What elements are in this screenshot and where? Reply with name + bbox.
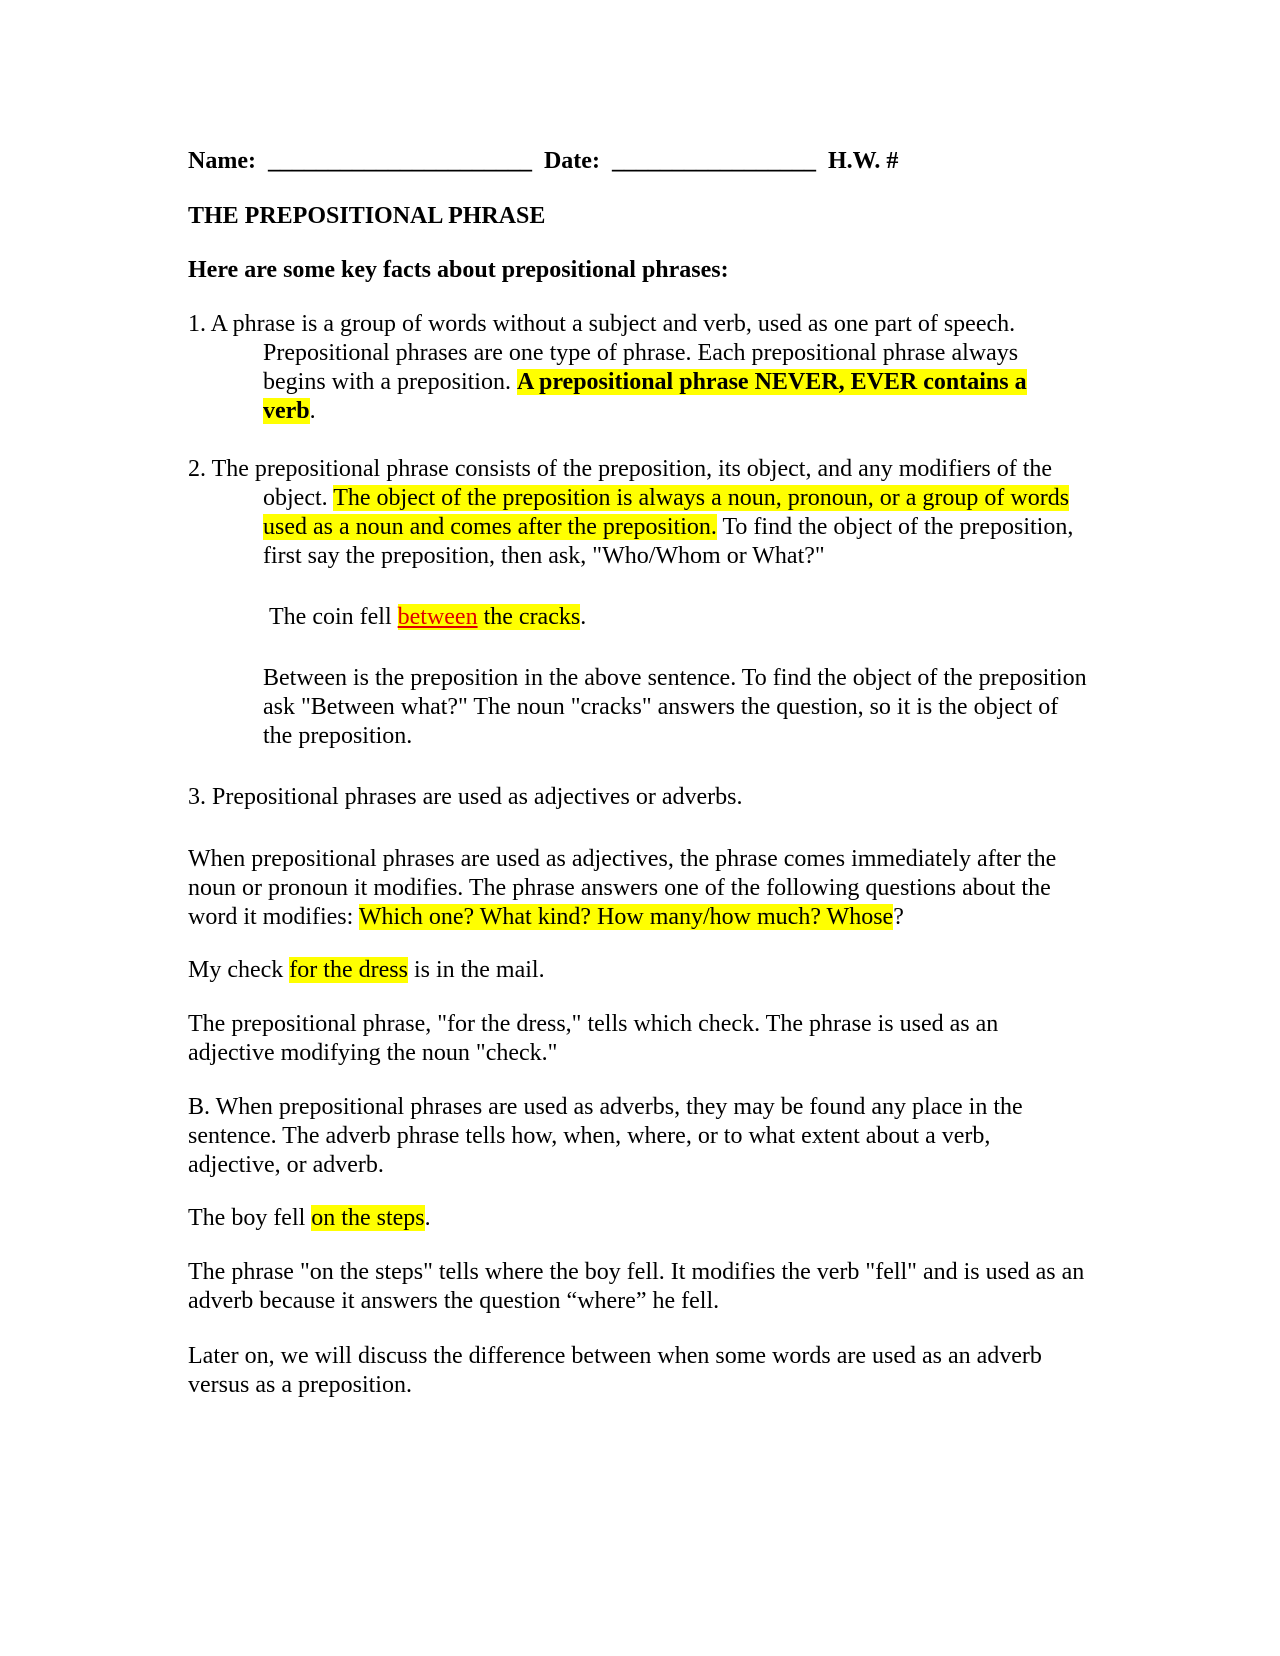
adjective-explain2: adjective modifying the noun "check."	[188, 1040, 558, 1066]
fact2-line4: first say the preposition, then ask, "Who/Whom or What?"	[263, 543, 825, 569]
adverb-line2: sentence. The adverb phrase tells how, when, where, or to what extent about a verb,	[188, 1123, 991, 1149]
adverb-line1: B. When prepositional phrases are used as adverbs, they may be found any place in the	[188, 1094, 1023, 1120]
hw-label: H.W. #	[827, 148, 899, 174]
name-label: Name:	[188, 148, 256, 174]
fact1-line3	[263, 368, 1027, 397]
adverb-explain1: The phrase "on the steps" tells where the boy fell. It modifies the verb "fell" and is used as an	[188, 1259, 1085, 1285]
adjective-example-start: My check	[188, 957, 290, 983]
adverb-example-start: The boy fell	[188, 1205, 312, 1231]
adjective-example-end: is in the mail.	[407, 957, 545, 983]
adjective-example	[188, 956, 545, 985]
fact2-text-cont: To find the object of the preposition,	[716, 514, 1074, 540]
adverb-example-end: .	[424, 1205, 431, 1231]
fact1-line1: 1. A phrase is a group of words without a subject and verb, used as one part of speech.	[188, 311, 1016, 337]
fact2-text: object.	[263, 485, 334, 511]
example-text: The coin fell	[269, 604, 398, 630]
fact2-explain3: the preposition.	[263, 723, 413, 749]
closing-line2: versus as a preposition.	[188, 1372, 412, 1398]
fact2-example	[269, 603, 586, 632]
fact2-line2	[263, 484, 1069, 513]
adjective-line3	[188, 903, 904, 932]
fact2-line3	[263, 513, 1073, 542]
adjective-text: word it modifies:	[188, 904, 359, 930]
adjective-line1: When prepositional phrases are used as adjectives, the phrase comes immediately after the	[188, 846, 1057, 872]
example-object: the cracks	[477, 604, 581, 630]
adjective-questions-highlight: Which one? What kind? How many/how much? Whose	[358, 904, 894, 930]
date-blank: _________________	[611, 148, 816, 174]
fact1-period: .	[309, 398, 316, 424]
fact2-line1: 2. The prepositional phrase consists of the preposition, its object, and any modifiers of the	[188, 456, 1053, 482]
intro-heading: Here are some key facts about prepositional phrases:	[188, 257, 729, 283]
fact1-line4	[263, 397, 316, 426]
example-preposition: between	[397, 604, 478, 630]
closing-line1: Later on, we will discuss the difference between when some words are used as an adverb	[188, 1343, 1042, 1369]
fact2-highlight: The object of the preposition is always a noun, pronoun, or a group of words	[333, 485, 1070, 511]
adverb-example	[188, 1204, 431, 1233]
example-period: .	[580, 604, 587, 630]
fact1-line2: Prepositional phrases are one type of phrase. Each prepositional phrase always	[263, 340, 1019, 366]
header-line	[188, 147, 898, 176]
fact1-text: begins with a preposition.	[263, 369, 517, 395]
fact2-highlight-cont: used as a noun and comes after the preposition.	[263, 514, 717, 540]
adjective-line2: noun or pronoun it modifies. The phrase answers one of the following questions about the	[188, 875, 1051, 901]
date-label: Date:	[543, 148, 600, 174]
fact1-highlight: A prepositional phrase NEVER, EVER contains a	[516, 369, 1027, 395]
adjective-example-highlight: for the dress	[289, 957, 408, 983]
adjective-question-mark: ?	[893, 904, 904, 930]
fact2-explain1: Between is the preposition in the above sentence. To find the object of the preposition	[263, 665, 1087, 691]
fact2-explain2: ask "Between what?" The noun "cracks" answers the question, so it is the object of	[263, 694, 1059, 720]
page-title: THE PREPOSITIONAL PHRASE	[188, 203, 546, 229]
adverb-explain2: adverb because it answers the question “where” he fell.	[188, 1288, 720, 1314]
adverb-example-highlight: on the steps	[311, 1205, 425, 1231]
fact3-line1: 3. Prepositional phrases are used as adjectives or adverbs.	[188, 784, 743, 810]
name-blank: ______________________	[267, 148, 532, 174]
adverb-line3: adjective, or adverb.	[188, 1152, 384, 1178]
fact1-highlight-verb: verb	[263, 398, 310, 424]
adjective-explain1: The prepositional phrase, "for the dress," tells which check. The phrase is used as an	[188, 1011, 999, 1037]
